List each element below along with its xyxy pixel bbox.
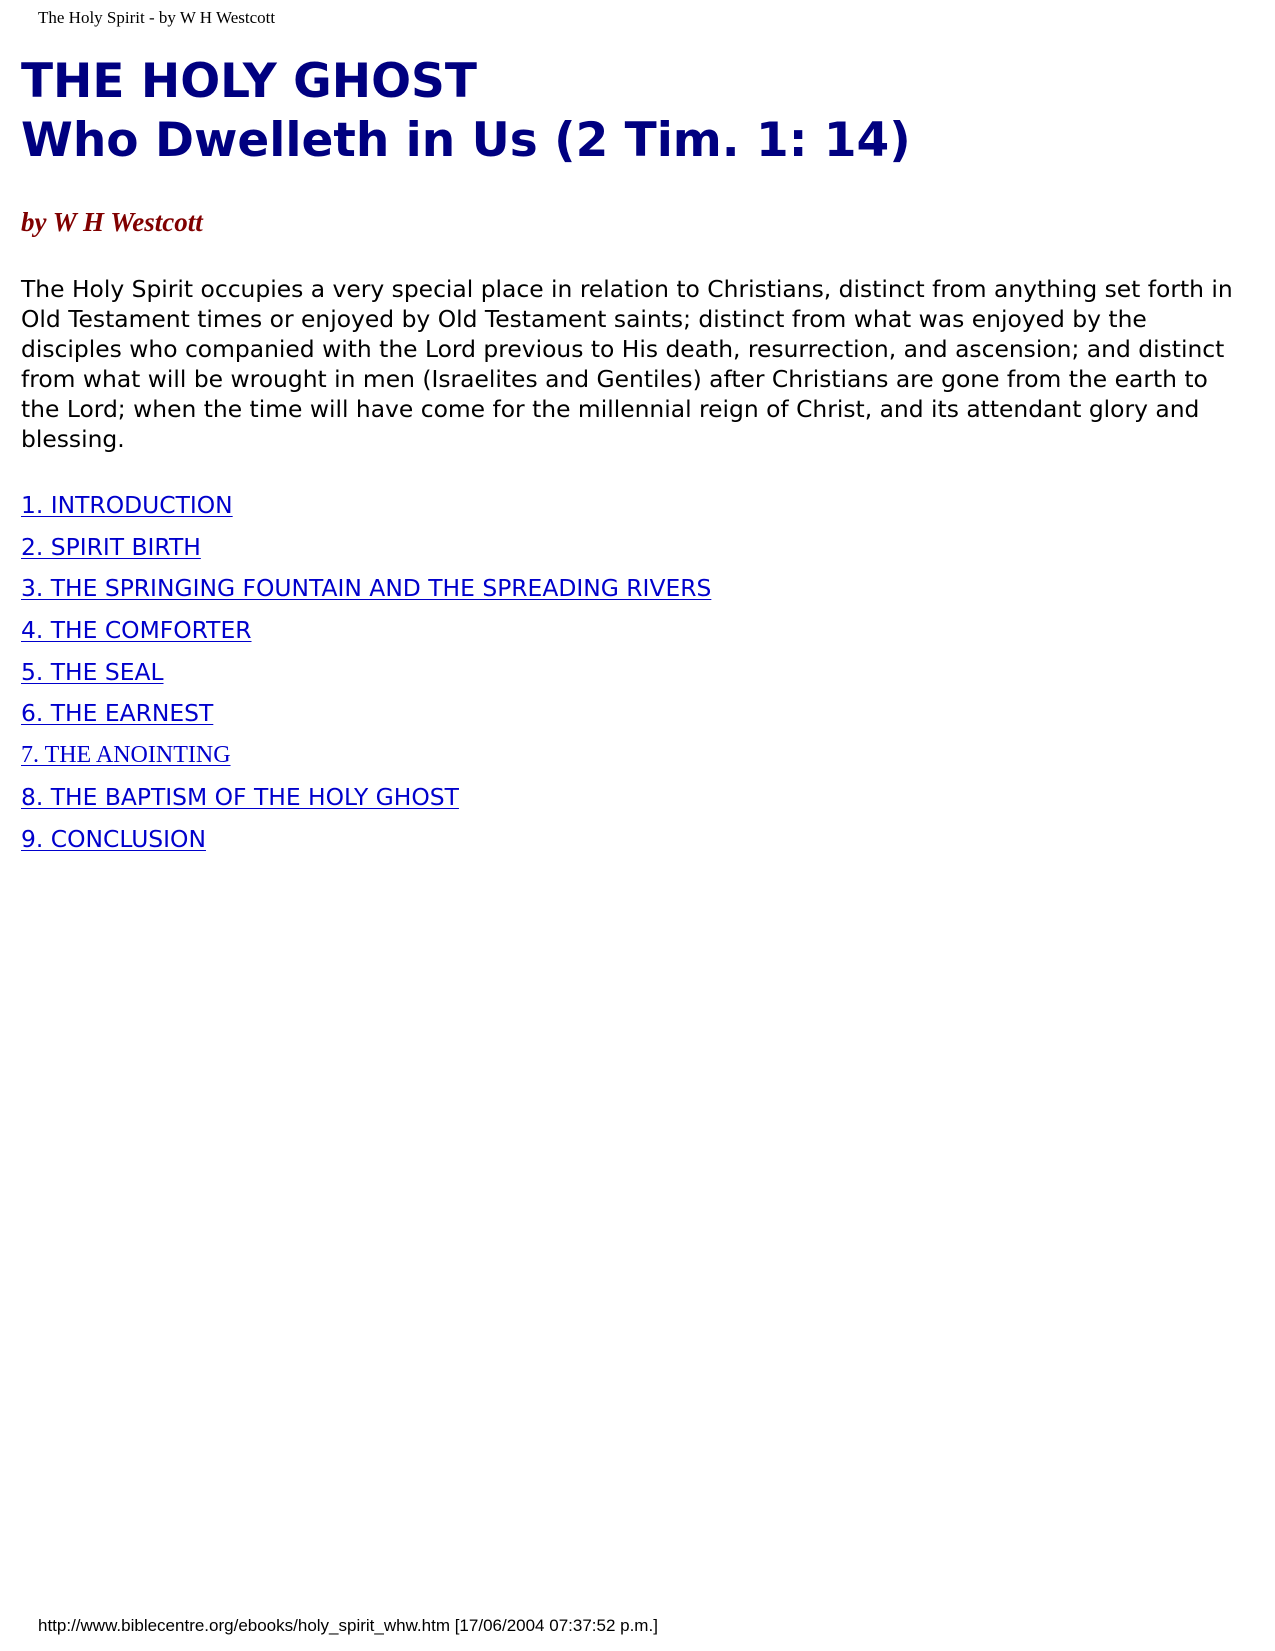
- toc-link-conclusion[interactable]: 9. CONCLUSION: [21, 824, 206, 853]
- page-content: [21, 52, 1251, 865]
- toc-link-introduction[interactable]: 1. INTRODUCTION: [21, 491, 233, 519]
- toc-link-spirit-birth[interactable]: 2. SPIRIT BIRTH: [21, 532, 201, 561]
- toc-link-earnest[interactable]: 6. THE EARNEST: [21, 699, 214, 728]
- toc-link-seal[interactable]: 5. THE SEAL: [21, 657, 164, 686]
- toc-item: [21, 824, 1251, 866]
- table-of-contents: [21, 490, 1251, 865]
- intro-paragraph: The Holy Spirit occupies a very special place in relation to Christians, distinct from anything set forth in Old Testament times or enjoyed by Old Testament saints; distinct from what was enjoyed by the disciples who companied with the Lord previous to His death, resurrection, and ascension; and distinct from what will be wrought in men (Israelites and Gentiles) after Christians are gone from the earth to the Lord; when the time will have come for the millennial reign of Christ, and its attendant glory and blessing.: [21, 275, 1233, 453]
- toc-link-springing-fountain[interactable]: 3. THE SPRINGING FOUNTAIN AND THE SPREADING RIVERS: [21, 574, 712, 603]
- toc-link-comforter[interactable]: 4. THE COMFORTER: [21, 616, 252, 645]
- toc-link-anointing[interactable]: 7. THE ANOINTING: [21, 742, 231, 769]
- title-line-1: THE HOLY GHOST: [21, 54, 477, 109]
- toc-item: [21, 573, 1251, 615]
- toc-item: [21, 657, 1251, 699]
- toc-item: [21, 782, 1251, 824]
- toc-item: [21, 615, 1251, 657]
- toc-link-baptism[interactable]: 8. THE BAPTISM OF THE HOLY GHOST: [21, 782, 459, 811]
- author-byline: by W H Westcott: [21, 207, 203, 237]
- page-title: [21, 52, 1251, 170]
- toc-item: [21, 532, 1251, 574]
- print-footer: http://www.biblecentre.org/ebooks/holy_spirit_whw.htm [17/06/2004 07:37:52 p.m.]: [38, 1616, 658, 1635]
- toc-item: [21, 698, 1251, 740]
- title-line-2: Who Dwelleth in Us (2 Tim. 1: 14): [21, 113, 911, 168]
- toc-item: [21, 740, 1251, 782]
- toc-item: [21, 490, 1251, 532]
- print-header: The Holy Spirit - by W H Westcott: [38, 8, 276, 27]
